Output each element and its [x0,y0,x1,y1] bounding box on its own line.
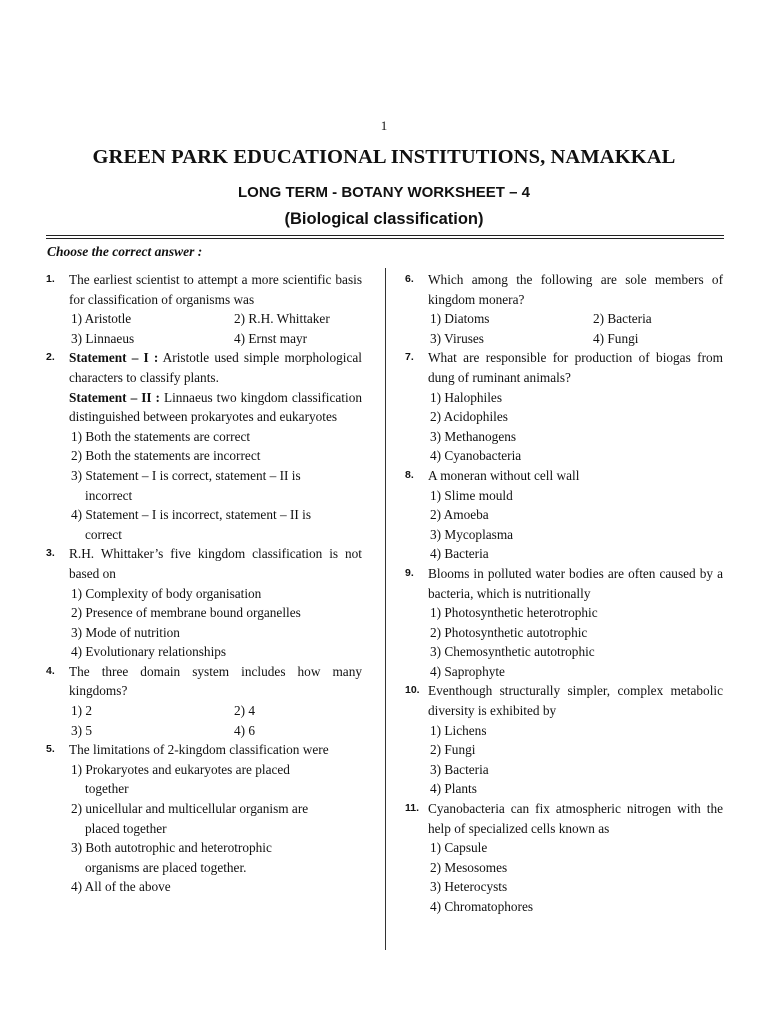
question-number: 7. [405,351,414,364]
option: 4) Ernst mayr [234,330,308,346]
question-text: A moneran without cell wall [428,467,580,483]
option-line: 3) Statement – I is correct, statement – II is [71,467,301,483]
option: 1) Halophiles [430,389,503,405]
option-row [69,701,362,721]
question-6 [405,270,723,348]
question-number: 10. [405,684,420,697]
option: 2) Amoeba [430,507,489,523]
option: 1) Aristotle [71,311,132,327]
statement-2 [69,388,362,427]
option-row [69,309,362,329]
question-text: What are responsible for production of biogas from dung of ruminant animals? [428,350,723,385]
option-line: 1) Prokaryotes and eukaryotes are placed [71,761,290,777]
option: 3) 5 [71,722,93,738]
question-5 [46,740,362,897]
statement-text: Aristotle used simple morphological characters to classify plants. [69,350,362,385]
option-continuation: organisms are placed together. [85,859,247,875]
option: 2) Both the statements are incorrect [71,448,261,464]
question-number: 11. [405,802,420,815]
option-line: 2) unicellular and multicellular organism are [71,801,309,817]
right-column [405,270,723,917]
option: 3) Methanogens [430,428,517,444]
option [69,466,362,505]
option-row [428,329,723,349]
option: 4) Plants [430,781,477,797]
page-number: 1 [380,118,388,133]
option [69,760,362,799]
option: 2) Fungi [430,742,476,758]
question-1 [46,270,362,348]
question-number: 8. [405,468,414,481]
option: 1) Complexity of body organisation [71,585,262,601]
statement-text: Linnaeus two kingdom classification distinguished between prokaryotes and eukaryotes [69,389,362,425]
question-number: 5. [46,743,55,756]
option: 2) R.H. Whittaker [234,311,330,327]
option-continuation: correct [85,526,122,542]
option: 3) Bacteria [430,761,489,777]
option-continuation: together [85,781,129,797]
question-number: 1. [46,273,55,285]
option: 4) Evolutionary relationships [71,644,227,660]
option: 1) Both the statements are correct [71,428,251,444]
statement-1 [69,348,362,387]
institution-title: GREEN PARK EDUCATIONAL INSTITUTIONS, NAMAKKAL [92,146,676,168]
question-number: 3. [46,547,55,560]
option: 1) Photosynthetic heterotrophic [430,605,598,621]
header-rule [46,235,724,236]
option: 2) 4 [234,703,256,719]
option: 1) Lichens [430,722,487,738]
option-row [428,309,723,329]
option: 4) Saprophyte [430,663,505,679]
option: 4) Chromatophores [430,899,534,914]
question-number: 4. [46,664,55,677]
header-rule [46,238,724,239]
option-row [69,329,362,349]
question-10 [405,681,723,799]
question-text: The three domain system includes how many kingdoms? [69,663,362,699]
option: 4) All of the above [71,879,171,895]
option: 1) Slime mould [430,487,513,503]
option: 4) Fungi [593,330,639,346]
option: 3) Chemosynthetic autotrophic [430,644,595,660]
question-text: Blooms in polluted water bodies are often caused by a bacteria, which is nutritionally [428,565,723,601]
left-column [46,270,362,897]
option-continuation: incorrect [85,487,133,503]
question-number: 6. [405,273,414,285]
option-line: 3) Both autotrophic and heterotrophic [71,840,272,856]
option: 3) Mode of nutrition [71,624,180,640]
option [69,799,362,838]
topic-subtitle: (Biological classification) [284,210,484,228]
question-text: The limitations of 2-kingdom classification were [69,742,329,758]
question-11 [405,799,723,917]
option [69,505,362,544]
column-divider [385,268,386,950]
option: 4) 6 [234,722,256,738]
question-text: Cyanobacteria can fix atmospheric nitrogen with the help of specialized cells known as [428,801,723,836]
question-7 [405,348,723,466]
question-text: Eventhough structurally simpler, complex metabolic diversity is exhibited by [428,683,723,719]
question-8 [405,466,723,564]
option: 1) 2 [71,703,93,719]
instruction-text: Choose the correct answer : [47,244,203,259]
option [69,838,362,877]
statement-label: Statement – II : [69,389,160,405]
option-continuation: placed together [85,820,167,836]
option: 2) Acidophiles [430,409,508,425]
option: 2) Presence of membrane bound organelles [71,605,301,621]
worksheet-title: LONG TERM - BOTANY WORKSHEET – 4 [238,184,530,201]
question-number: 2. [46,351,55,364]
question-text: R.H. Whittaker’s five kingdom classification is not based on [69,546,362,581]
option-line: 4) Statement – I is incorrect, statement – II is [71,507,312,523]
option: 3) Mycoplasma [430,526,514,542]
option: 2) Mesosomes [430,859,508,875]
option: 1) Capsule [430,840,488,856]
option: 4) Bacteria [430,546,489,562]
option: 4) Cyanobacteria [430,448,522,464]
question-9 [405,564,723,682]
option: 2) Photosynthetic autotrophic [430,624,588,640]
question-3 [46,544,362,662]
option: 3) Linnaeus [71,330,135,346]
option: 3) Viruses [430,330,484,346]
option: 2) Bacteria [593,311,652,327]
question-2 [46,348,362,544]
statement-label: Statement – I : [69,350,159,366]
option-row [69,721,362,741]
question-text: Which among the following are sole members of kingdom monera? [428,272,723,307]
question-text: The earliest scientist to attempt a more scientific basis for classification of organisms was [69,272,362,307]
option: 3) Heterocysts [430,879,508,895]
option: 1) Diatoms [430,311,490,327]
question-number: 9. [405,566,414,579]
question-4 [46,662,362,740]
